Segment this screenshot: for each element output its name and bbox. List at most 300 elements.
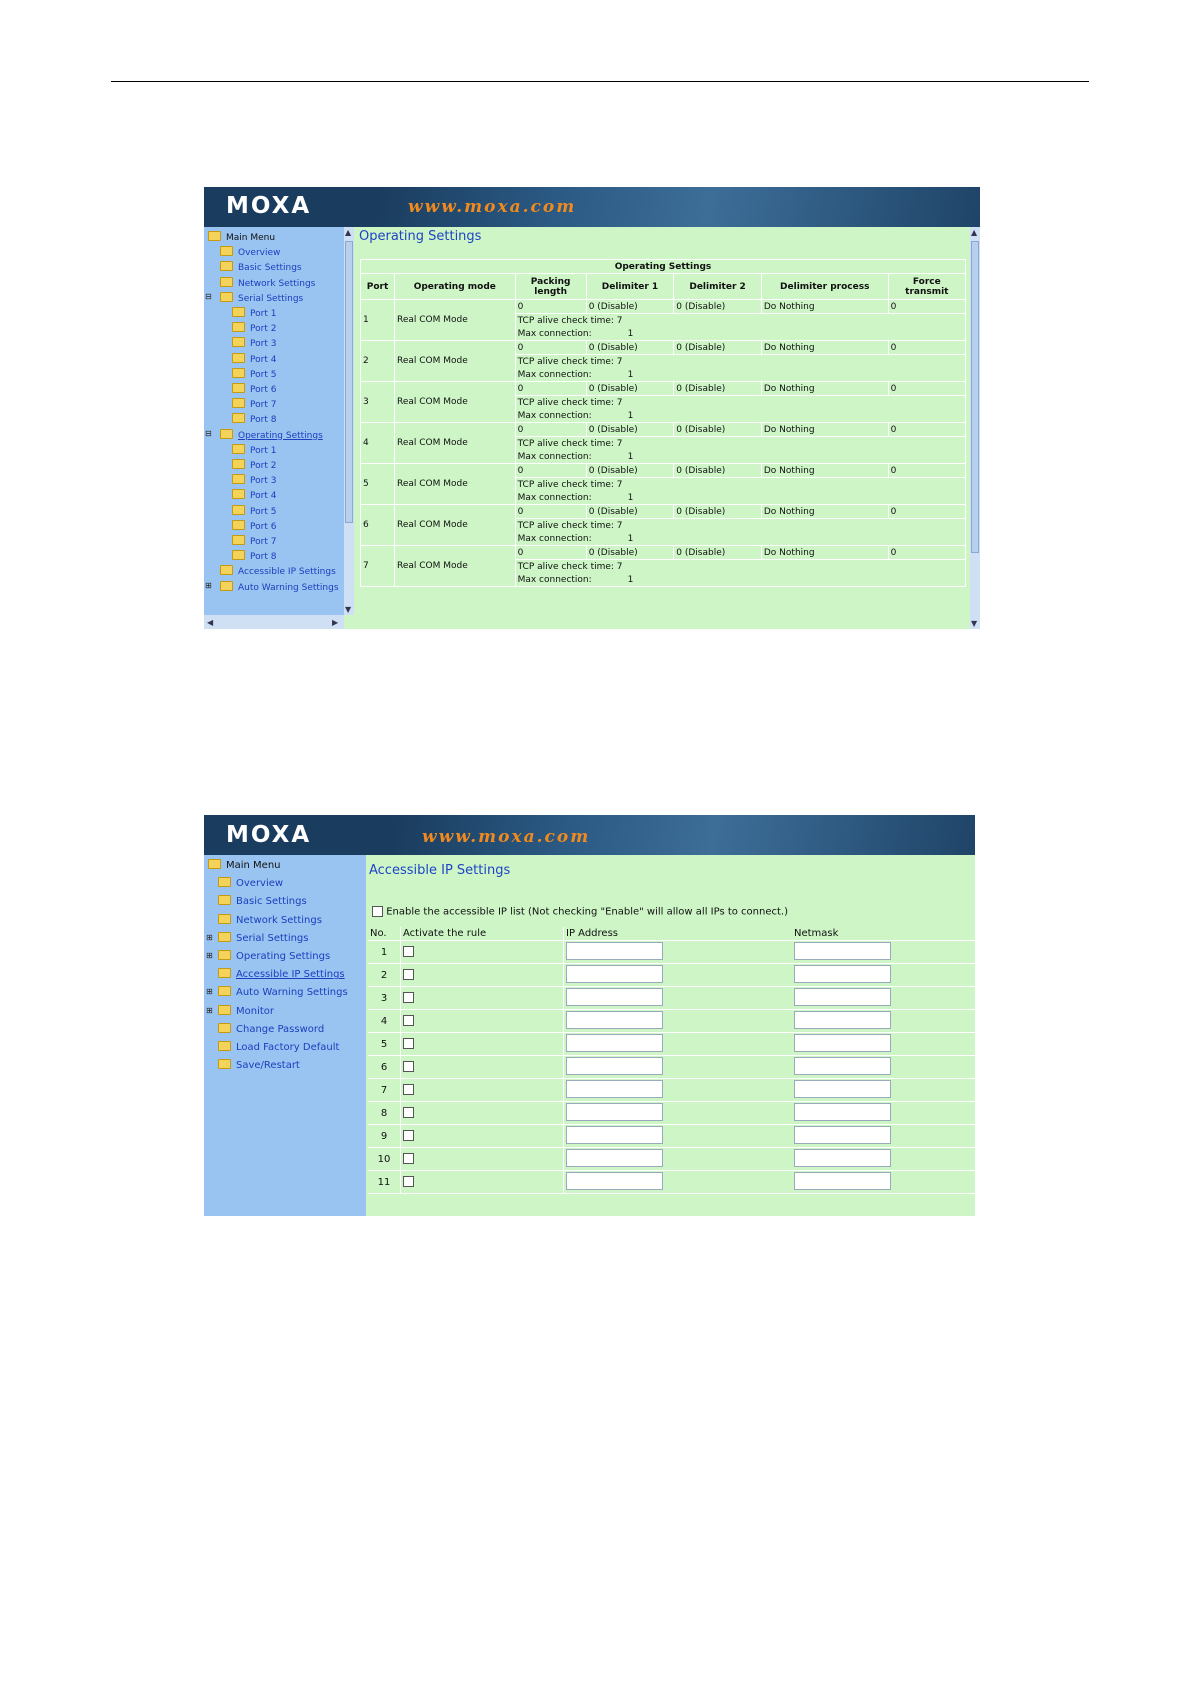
folder-icon [220, 565, 233, 575]
rule-number: 6 [368, 1056, 401, 1079]
activate-cell [401, 941, 564, 964]
sidebar-item-main-menu[interactable] [208, 231, 275, 244]
activate-cell [401, 1148, 564, 1171]
rule-number: 11 [368, 1171, 401, 1194]
sidebar-item-label: Port 5 [250, 506, 277, 517]
expand-toggle-icon[interactable]: ⊟ [205, 428, 212, 438]
sidebar-item-port-3[interactable] [232, 337, 276, 350]
folder-icon [232, 550, 245, 560]
sidebar-item-label: Port 4 [250, 354, 277, 365]
rule-number: 4 [368, 1010, 401, 1033]
sidebar-item-label: Basic Settings [238, 263, 302, 274]
sidebar-item-label: Operating Settings [238, 430, 323, 441]
operating-settings-table [360, 259, 966, 587]
packing-value: 0 [515, 464, 586, 478]
page-title: Operating Settings [359, 229, 482, 244]
sidebar-item-label: Overview [236, 878, 284, 890]
table-row [368, 1033, 975, 1056]
operating-mode-value: Real COM Mode [395, 505, 516, 546]
activate-rule-checkbox[interactable] [403, 969, 414, 980]
scroll-up-icon[interactable]: ▲ [345, 228, 352, 237]
activate-cell [401, 1033, 564, 1056]
netmask-cell [792, 1171, 975, 1194]
port-number: 2 [361, 341, 395, 382]
col-ip-address: IP Address [564, 927, 793, 941]
col-delimiter-2: Delimiter 2 [674, 274, 762, 300]
rule-number: 1 [368, 941, 401, 964]
folder-icon [232, 459, 245, 469]
folder-icon [232, 383, 245, 393]
netmask-input[interactable] [794, 1057, 891, 1075]
sidebar-item-label: Change Password [236, 1023, 325, 1035]
tcp-alive-value: TCP alive check time: 7 [515, 478, 965, 492]
process-value: Do Nothing [761, 505, 888, 519]
accessible-ip-table [368, 927, 975, 1194]
sidebar-item-port-8[interactable] [232, 413, 276, 426]
max-connection-label: Max connection: [517, 533, 592, 544]
folder-icon [218, 1059, 231, 1069]
max-connection-value: 1 [627, 451, 634, 462]
expand-toggle-icon[interactable]: ⊞ [206, 932, 213, 942]
max-connection-label: Max connection: [517, 410, 592, 421]
folder-icon [218, 968, 231, 978]
col-port: Port [361, 274, 395, 300]
activate-cell [401, 1125, 564, 1148]
delim1-value: 0 (Disable) [586, 341, 674, 355]
max-connection-value: 1 [627, 369, 634, 380]
sidebar-item-serial-settings[interactable] [218, 932, 309, 945]
sidebar-item-serial-settings[interactable] [220, 292, 303, 305]
sidebar-item-overview[interactable] [220, 246, 280, 259]
sidebar-item-label: Overview [238, 248, 281, 259]
rule-number: 7 [368, 1079, 401, 1102]
scroll-down-icon[interactable]: ▼ [971, 619, 978, 628]
ip-cell [564, 1102, 793, 1125]
activate-rule-checkbox[interactable] [403, 1107, 414, 1118]
sidebar-item-label: Port 8 [250, 415, 277, 426]
sidebar-item-label: Network Settings [238, 278, 316, 289]
ip-cell [564, 1056, 793, 1079]
rule-number: 2 [368, 964, 401, 987]
delim2-value: 0 (Disable) [674, 505, 762, 519]
sidebar-item-label: Serial Settings [236, 932, 309, 944]
table-row [361, 546, 966, 560]
table-row [361, 300, 966, 314]
operating-mode-value: Real COM Mode [395, 546, 516, 587]
port-number: 5 [361, 464, 395, 505]
sidebar-item-basic-settings[interactable] [220, 261, 302, 274]
packing-value: 0 [515, 546, 586, 560]
sidebar-item-label: Port 3 [250, 339, 277, 350]
netmask-cell [792, 1056, 975, 1079]
packing-value: 0 [515, 300, 586, 314]
sidebar-item-main-menu[interactable] [208, 859, 281, 872]
packing-value: 0 [515, 382, 586, 396]
folder-icon [232, 353, 245, 363]
max-connection-cell [515, 450, 965, 464]
tcp-alive-value: TCP alive check time: 7 [515, 396, 965, 410]
table-row [368, 964, 975, 987]
max-connection-cell [515, 409, 965, 423]
activate-rule-checkbox[interactable] [403, 1153, 414, 1164]
sidebar-item-label: Auto Warning Settings [238, 582, 339, 593]
max-connection-cell [515, 491, 965, 505]
table-row [368, 941, 975, 964]
ip-address-input[interactable] [566, 1126, 663, 1144]
folder-icon [232, 398, 245, 408]
col-activate: Activate the rule [401, 927, 564, 941]
ip-cell [564, 941, 793, 964]
tcp-alive-value: TCP alive check time: 7 [515, 437, 965, 451]
sidebar-item-port-8[interactable] [232, 550, 276, 563]
scroll-thumb[interactable] [345, 241, 353, 523]
ip-address-input[interactable] [566, 942, 663, 960]
max-connection-cell [515, 532, 965, 546]
sidebar-item-label: Main Menu [226, 860, 281, 871]
rule-number: 3 [368, 987, 401, 1010]
sidebar-item-port-5[interactable] [232, 368, 276, 381]
scroll-thumb[interactable] [971, 241, 979, 553]
netmask-input[interactable] [794, 988, 891, 1006]
max-connection-cell [515, 368, 965, 382]
table-caption: Operating Settings [361, 260, 966, 274]
col-packing-length: Packing length [515, 274, 586, 300]
sidebar-item-label: Port 8 [250, 552, 277, 563]
sidebar-item-label: Port 3 [250, 476, 277, 487]
rule-number: 8 [368, 1102, 401, 1125]
netmask-input[interactable] [794, 1172, 891, 1190]
operating-mode-value: Real COM Mode [395, 464, 516, 505]
operating-mode-value: Real COM Mode [395, 341, 516, 382]
folder-icon [232, 307, 245, 317]
max-connection-value: 1 [627, 328, 634, 339]
delim1-value: 0 (Disable) [586, 300, 674, 314]
expand-toggle-icon[interactable]: ⊟ [205, 291, 212, 301]
folder-icon [220, 292, 233, 302]
sidebar-item-auto-warning-settings[interactable] [220, 581, 339, 594]
folder-icon [220, 261, 233, 271]
delim1-value: 0 (Disable) [586, 505, 674, 519]
table-row [361, 382, 966, 396]
folder-icon [218, 877, 231, 887]
activate-rule-checkbox[interactable] [403, 1176, 414, 1187]
sidebar-item-label: Basic Settings [236, 896, 307, 908]
sidebar-item-port-1[interactable] [232, 444, 276, 457]
folder-icon [220, 277, 233, 287]
moxa-banner [204, 815, 975, 855]
netmask-input[interactable] [794, 1149, 891, 1167]
table-row [361, 423, 966, 437]
page-header-rule [111, 81, 1089, 82]
enable-ip-list-row [372, 906, 788, 918]
netmask-input[interactable] [794, 1080, 891, 1098]
force-value: 0 [888, 300, 965, 314]
folder-icon [208, 859, 221, 869]
folder-icon [218, 914, 231, 924]
netmask-cell [792, 1079, 975, 1102]
folder-icon [218, 986, 231, 996]
sidebar-item-label: Port 1 [250, 445, 277, 456]
folder-icon [220, 429, 233, 439]
activate-rule-checkbox[interactable] [403, 1084, 414, 1095]
netmask-cell [792, 1148, 975, 1171]
delim2-value: 0 (Disable) [674, 546, 762, 560]
sidebar-item-operating-settings[interactable] [220, 429, 323, 442]
activate-cell [401, 987, 564, 1010]
delim1-value: 0 (Disable) [586, 423, 674, 437]
ip-address-input[interactable] [566, 1172, 663, 1190]
moxa-logo: MOXA [226, 193, 312, 219]
sidebar-hscrollbar[interactable] [204, 615, 344, 629]
max-connection-label: Max connection: [517, 451, 592, 462]
delim2-value: 0 (Disable) [674, 382, 762, 396]
folder-icon [218, 895, 231, 905]
sidebar-item-port-4[interactable] [232, 353, 276, 366]
sidebar-item-auto-warning-settings[interactable] [218, 986, 348, 999]
moxa-url[interactable]: www.moxa.com [422, 827, 591, 847]
sidebar-item-label: Port 6 [250, 521, 277, 532]
expand-toggle-icon[interactable]: ⊞ [206, 987, 213, 997]
table-row [368, 1171, 975, 1194]
delim2-value: 0 (Disable) [674, 464, 762, 478]
ip-address-input[interactable] [566, 1103, 663, 1121]
netmask-input[interactable] [794, 1034, 891, 1052]
sidebar-item-label: Serial Settings [238, 293, 304, 304]
table-row [361, 341, 966, 355]
table-row [361, 464, 966, 478]
process-value: Do Nothing [761, 382, 888, 396]
sidebar-item-port-5[interactable] [232, 505, 276, 518]
scroll-up-icon[interactable]: ▲ [971, 228, 978, 237]
activate-rule-checkbox[interactable] [403, 1061, 414, 1072]
ip-address-input[interactable] [566, 1149, 663, 1167]
tcp-alive-value: TCP alive check time: 7 [515, 519, 965, 533]
scroll-right-icon[interactable]: ▶ [332, 618, 339, 627]
enable-ip-list-label: Enable the accessible IP list (Not checking "Enable" will allow all IPs to connect.) [386, 906, 789, 918]
ip-cell [564, 1033, 793, 1056]
sidebar-item-label: Port 2 [250, 461, 277, 471]
sidebar-item-accessible-ip-settings[interactable] [220, 565, 336, 578]
sidebar-item-port-6[interactable] [232, 383, 276, 396]
col-force-transmit: Force transmit [888, 274, 965, 300]
port-number: 3 [361, 382, 395, 423]
netmask-cell [792, 1033, 975, 1056]
table-row [368, 1102, 975, 1125]
expand-toggle-icon[interactable]: ⊞ [205, 580, 212, 590]
delim2-value: 0 (Disable) [674, 423, 762, 437]
force-value: 0 [888, 546, 965, 560]
sidebar-item-port-1[interactable] [232, 307, 276, 320]
ip-address-input[interactable] [566, 1011, 663, 1029]
sidebar-item-port-2[interactable] [232, 459, 276, 472]
col-netmask: Netmask [792, 927, 975, 941]
folder-icon [218, 1041, 231, 1051]
sidebar-item-monitor[interactable] [218, 1005, 274, 1018]
packing-value: 0 [515, 423, 586, 437]
accessible-ip-screenshot [204, 815, 975, 1216]
netmask-input[interactable] [794, 1011, 891, 1029]
scroll-left-icon[interactable]: ◀ [207, 618, 214, 627]
table-row [368, 1148, 975, 1171]
activate-rule-checkbox[interactable] [403, 946, 414, 957]
sidebar-item-label: Main Menu [226, 233, 276, 243]
max-connection-label: Max connection: [517, 369, 592, 380]
operating-mode-value: Real COM Mode [395, 300, 516, 341]
ip-cell [564, 1125, 793, 1148]
netmask-cell [792, 987, 975, 1010]
ip-address-input[interactable] [566, 1080, 663, 1098]
force-value: 0 [888, 464, 965, 478]
sidebar-item-port-6[interactable] [232, 520, 276, 533]
table-row [368, 1125, 975, 1148]
netmask-input[interactable] [794, 942, 891, 960]
sidebar-item-network-settings[interactable] [218, 914, 322, 927]
sidebar-item-load-factory-default[interactable] [218, 1041, 339, 1054]
ip-cell [564, 964, 793, 987]
netmask-cell [792, 1102, 975, 1125]
enable-ip-list-checkbox[interactable] [372, 906, 383, 917]
ip-address-input[interactable] [566, 965, 663, 983]
sidebar-item-label: Port 5 [250, 369, 277, 380]
port-number: 4 [361, 423, 395, 464]
ip-cell [564, 1079, 793, 1102]
activate-cell [401, 1079, 564, 1102]
ip-cell [564, 1171, 793, 1194]
sidebar-item-label: Operating Settings [236, 951, 331, 962]
max-connection-label: Max connection: [517, 492, 592, 503]
force-value: 0 [888, 505, 965, 519]
activate-cell [401, 1102, 564, 1125]
expand-toggle-icon[interactable]: ⊞ [206, 1005, 213, 1015]
ip-cell [564, 987, 793, 1010]
ip-address-input[interactable] [566, 1057, 663, 1075]
table-row [368, 987, 975, 1010]
folder-icon [232, 474, 245, 484]
col-delimiter-process: Delimiter process [761, 274, 888, 300]
delim1-value: 0 (Disable) [586, 382, 674, 396]
netmask-input[interactable] [794, 1103, 891, 1121]
port-number: 1 [361, 300, 395, 341]
activate-rule-checkbox[interactable] [403, 1015, 414, 1026]
folder-icon [218, 1005, 231, 1015]
ip-address-input[interactable] [566, 988, 663, 1006]
table-row [368, 1010, 975, 1033]
activate-cell [401, 1056, 564, 1079]
netmask-input[interactable] [794, 1126, 891, 1144]
main-scrollbar[interactable] [970, 227, 980, 629]
sidebar-item-operating-settings[interactable] [218, 950, 330, 963]
sidebar-item-label: Port 6 [250, 385, 277, 395]
folder-icon [232, 535, 245, 545]
process-value: Do Nothing [761, 300, 888, 314]
netmask-cell [792, 1010, 975, 1033]
max-connection-value: 1 [627, 410, 634, 421]
tcp-alive-value: TCP alive check time: 7 [515, 355, 965, 369]
sidebar-menu [204, 855, 366, 1216]
max-connection-cell [515, 573, 965, 587]
folder-icon [232, 520, 245, 530]
moxa-url[interactable]: www.moxa.com [408, 197, 577, 217]
sidebar-item-label: Accessible IP Settings [238, 567, 336, 578]
sidebar-item-label: Auto Warning Settings [236, 987, 348, 999]
sidebar-item-label: Port 1 [250, 309, 277, 319]
folder-icon [218, 932, 231, 942]
rule-number: 5 [368, 1033, 401, 1056]
netmask-cell [792, 1125, 975, 1148]
delim1-value: 0 (Disable) [586, 464, 674, 478]
force-value: 0 [888, 341, 965, 355]
max-connection-label: Max connection: [517, 328, 592, 339]
folder-icon [220, 246, 233, 256]
force-value: 0 [888, 382, 965, 396]
ip-cell [564, 1010, 793, 1033]
table-row [361, 505, 966, 519]
sidebar-menu [204, 227, 344, 629]
port-number: 7 [361, 546, 395, 587]
folder-icon [208, 231, 221, 241]
sidebar-item-overview[interactable] [218, 877, 283, 890]
netmask-input[interactable] [794, 965, 891, 983]
sidebar-item-label: Network Settings [236, 914, 322, 926]
port-number: 6 [361, 505, 395, 546]
sidebar-item-label: Port 7 [250, 537, 277, 547]
sidebar-item-network-settings[interactable] [220, 277, 315, 290]
sidebar-item-basic-settings[interactable] [218, 895, 307, 908]
activate-rule-checkbox[interactable] [403, 992, 414, 1003]
ip-address-input[interactable] [566, 1034, 663, 1052]
sidebar-scrollbar[interactable] [344, 227, 354, 615]
folder-icon [232, 444, 245, 454]
process-value: Do Nothing [761, 341, 888, 355]
tcp-alive-value: TCP alive check time: 7 [515, 314, 965, 328]
activate-cell [401, 1171, 564, 1194]
activate-rule-checkbox[interactable] [403, 1130, 414, 1141]
sidebar-item-port-4[interactable] [232, 489, 276, 502]
delim2-value: 0 (Disable) [674, 341, 762, 355]
folder-icon [232, 505, 245, 515]
delim1-value: 0 (Disable) [586, 546, 674, 560]
sidebar-item-label: Port 2 [250, 324, 277, 335]
sidebar-item-port-7[interactable] [232, 535, 276, 548]
scroll-down-icon[interactable]: ▼ [345, 605, 352, 614]
folder-icon [232, 337, 245, 347]
operating-mode-value: Real COM Mode [395, 382, 516, 423]
sidebar-item-accessible-ip-settings[interactable] [218, 968, 345, 981]
sidebar-item-change-password[interactable] [218, 1023, 324, 1036]
col-delimiter-1: Delimiter 1 [586, 274, 674, 300]
ip-cell [564, 1148, 793, 1171]
sidebar-item-save-restart[interactable] [218, 1059, 300, 1072]
sidebar-item-label: Save/Restart [236, 1060, 300, 1072]
max-connection-value: 1 [627, 492, 634, 503]
folder-icon [232, 489, 245, 499]
folder-icon [218, 1023, 231, 1033]
max-connection-value: 1 [627, 574, 634, 585]
sidebar-item-port-2[interactable] [232, 322, 276, 335]
sidebar-item-port-3[interactable] [232, 474, 276, 487]
operating-mode-value: Real COM Mode [395, 423, 516, 464]
sidebar-item-port-7[interactable] [232, 398, 276, 411]
activate-rule-checkbox[interactable] [403, 1038, 414, 1049]
table-row [368, 1079, 975, 1102]
packing-value: 0 [515, 341, 586, 355]
moxa-logo: MOXA [226, 822, 312, 848]
folder-icon [218, 950, 231, 960]
expand-toggle-icon[interactable]: ⊞ [206, 951, 213, 960]
sidebar-item-label: Load Factory Default [236, 1042, 340, 1053]
page-title: Accessible IP Settings [369, 863, 511, 878]
tcp-alive-value: TCP alive check time: 7 [515, 560, 965, 574]
